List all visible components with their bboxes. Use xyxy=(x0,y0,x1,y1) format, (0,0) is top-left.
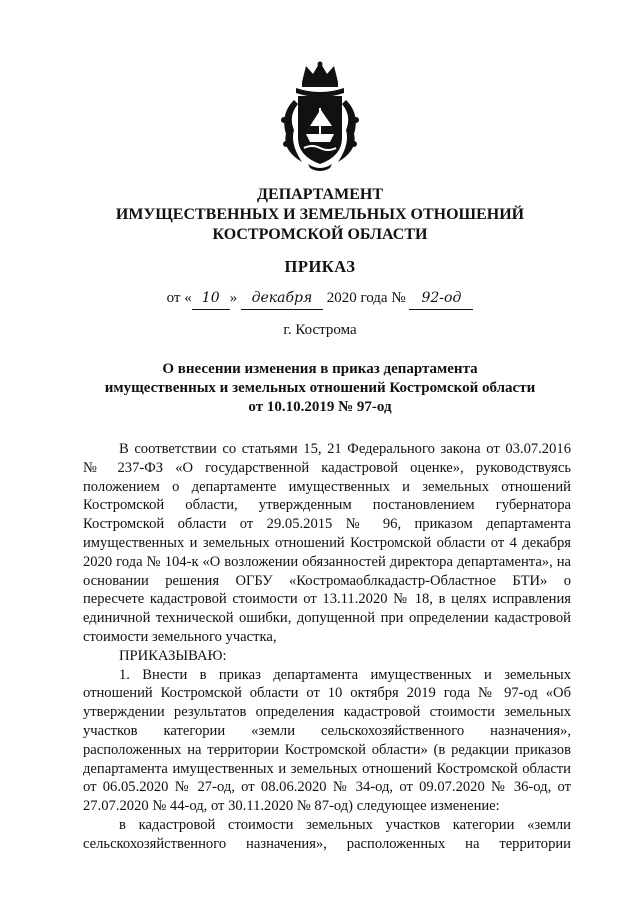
order-body xyxy=(83,440,571,854)
city-name: г. Кострома xyxy=(283,322,357,338)
handwritten-day: 10 xyxy=(192,287,230,310)
subject-line-3: от 10.10.2019 № 97-од xyxy=(248,399,392,415)
order-keyword: ПРИКАЗЫВАЮ: xyxy=(119,647,227,664)
department-line-2: ИМУЩЕСТВЕННЫХ И ЗЕМЕЛЬНЫХ ОТНОШЕНИЙ xyxy=(115,206,525,223)
subject-line-1: О внесении изменения в приказ департамента xyxy=(162,361,478,377)
emblem-icon xyxy=(272,60,368,172)
item-1-detail-paragraph: в кадастровой стоимости земельных участков категории «земли сельскохозяйственного назначения», расположенных на территории xyxy=(83,816,571,852)
subject-line-2: имущественных и земельных отношений Костромской области xyxy=(104,380,536,396)
department-line-1: ДЕПАРТАМЕНТ xyxy=(257,186,383,203)
coat-of-arms-emblem xyxy=(272,60,368,172)
handwritten-number: 92-од xyxy=(409,287,473,310)
preamble-paragraph: В соответствии со статьями 15, 21 Федерального закона от 03.07.2016 № 237-ФЗ «О государственной кадастровой оценке», руководствуясь положением о департаменте имущественных и земельных отношений Костромской области, утвержденным постановлением губернатора Костромской области от 29.05.2015 № 96, приказом департамента имущественных и земельных отношений Костромской области от 4 декабря 2020 года № 104-к «О возложении обязанностей директора департамента», на основании решения ОГБУ «Костромаоблкадастр-Областное БТИ» о пересчете кадастровой стоимости от 13.11.2020 № 18, в целях исправления единичной технической ошибки, допущенной при определении кадастровой стоимости земельного участка, xyxy=(83,441,571,645)
department-name xyxy=(0,185,640,245)
handwritten-month: декабря xyxy=(241,287,323,310)
date-close-quote: » xyxy=(229,290,238,306)
document-type-title: ПРИКАЗ xyxy=(284,257,356,276)
order-subject xyxy=(0,360,640,417)
date-number-line xyxy=(0,287,640,310)
date-year: 2020 года xyxy=(326,290,388,306)
date-open-quote: « xyxy=(184,290,192,306)
department-line-3: КОСТРОМСКОЙ ОБЛАСТИ xyxy=(212,226,428,243)
date-from-word: от xyxy=(166,290,181,306)
item-1-paragraph: 1. Внести в приказ департамента имущественных и земельных отношений Костромской области от 10 октября 2019 года № 97-од «Об утверждении результатов определения кадастровой стоимости земельных участков категории «земли сельскохозяйственного назначения», расположенных на территории Костромской области» (в редакции приказов департамента имущественных и земельных отношений Костромской области от 06.05.2020 № 27-од, от 08.06.2020 № 34-од, от 09.07.2020 № 36-од, от 27.07.2020 № 44-од, от 30.11.2020 № 87-од) следующее изменение: xyxy=(83,666,571,815)
number-sign: № xyxy=(391,290,406,306)
